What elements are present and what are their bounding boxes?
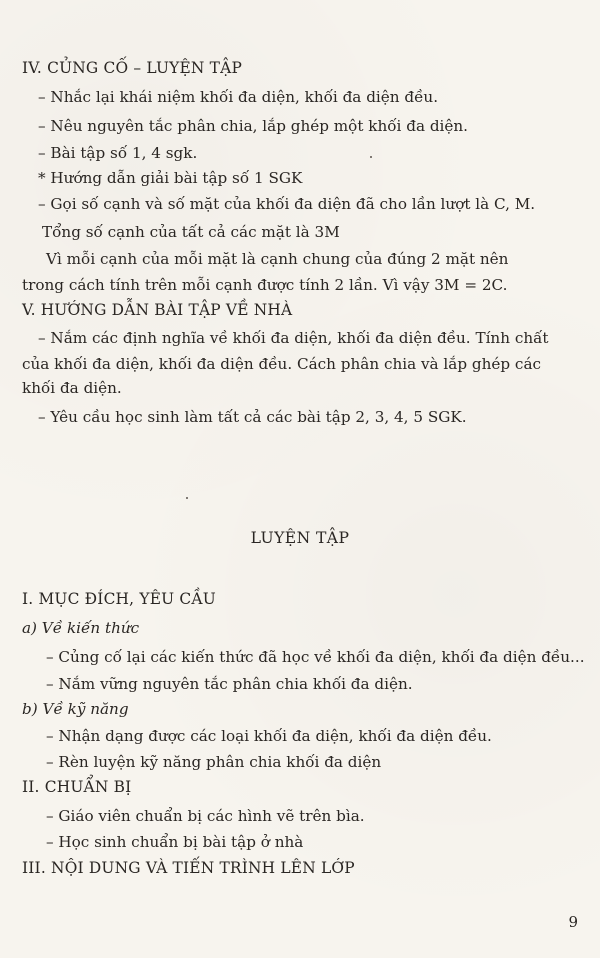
section-v-heading: V. HƯỚNG DẪN BÀI TẬP VỀ NHÀ (22, 301, 293, 319)
section-ii-item: – Giáo viên chuẩn bị các hình vẽ trên bìa. (46, 807, 365, 825)
section-v-item: – Yêu cầu học sinh làm tất cả các bài tập 2, 3, 4, 5 SGK. (38, 408, 467, 426)
section-ii-heading: II. CHUẨN BỊ (22, 778, 132, 796)
section-iv-item: – Bài tập số 1, 4 sgk. (38, 144, 198, 162)
paper-speck (370, 156, 372, 158)
paper-speck (186, 497, 188, 499)
section-i-item: – Nắm vững nguyên tắc phân chia khối đa diện. (46, 675, 413, 693)
section-i-heading: I. MỤC ĐÍCH, YÊU CẦU (22, 590, 216, 608)
page-number: 9 (568, 913, 578, 931)
section-v-item: – Nắm các định nghĩa về khối đa diện, khối đa diện đều. Tính chất (38, 329, 549, 347)
section-iv-item: – Nhắc lại khái niệm khối đa diện, khối đa diện đều. (38, 88, 439, 106)
section-iv-item: – Gọi số cạnh và số mặt của khối đa diện đã cho lần lượt là C, M. (38, 195, 536, 213)
section-iv-item: – Nêu nguyên tắc phân chia, lắp ghép một khối đa diện. (38, 117, 469, 135)
subheading-knowledge: a) Về kiến thức (22, 619, 140, 637)
section-iv-item: * Hướng dẫn giải bài tập số 1 SGK (38, 169, 303, 187)
page-title: LUYỆN TẬP (250, 529, 350, 547)
section-i-item: – Củng cố lại các kiến thức đã học về khối đa diện, khối đa diện đều... (46, 648, 585, 666)
subheading-skills: b) Về kỹ năng (22, 700, 129, 718)
section-v-item: của khối đa diện, khối đa diện đều. Cách phân chia và lắp ghép các (22, 355, 542, 373)
section-ii-item: – Học sinh chuẩn bị bài tập ở nhà (46, 833, 304, 851)
section-iv-heading: IV. CỦNG CỐ – LUYỆN TẬP (22, 59, 242, 77)
section-iv-item: Tổng số cạnh của tất cả các mặt là 3M (42, 223, 340, 241)
section-iv-item: Vì mỗi cạnh của mỗi mặt là cạnh chung của đúng 2 mặt nên (46, 250, 509, 268)
section-i-item: – Nhận dạng được các loại khối đa diện, khối đa diện đều. (46, 727, 492, 745)
section-iii-heading: III. NỘI DUNG VÀ TIẾN TRÌNH LÊN LỚP (22, 859, 355, 877)
section-iv-item: trong cách tính trên mỗi cạnh được tính 2 lần. Vì vậy 3M = 2C. (22, 276, 508, 294)
section-i-item: – Rèn luyện kỹ năng phân chia khối đa diện (46, 753, 382, 771)
section-v-item: khối đa diện. (22, 379, 122, 397)
